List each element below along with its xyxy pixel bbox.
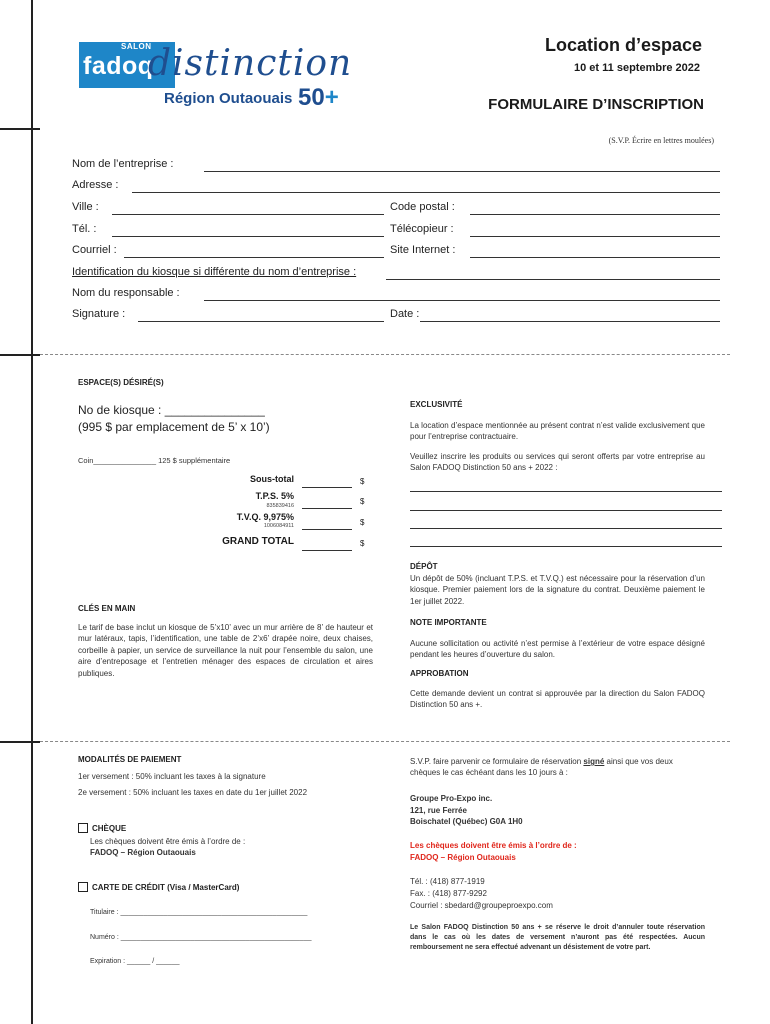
fax-label: Télécopieur : — [390, 223, 454, 235]
depot-title: DÉPÔT — [410, 562, 438, 571]
versement-1: 1er versement : 50% incluant les taxes à la signature — [78, 772, 266, 781]
website-field[interactable] — [470, 257, 720, 258]
kiosk-price: (995 $ par emplacement de 5’ x 10’) — [78, 420, 270, 434]
cles-text: Le tarif de base inclut un kiosque de 5’x10’ avec un mur arrière de 8’ de hauteur et mur latéraux, tapis, l’identification, une table de 2’x6’ drapée noire, deux chaises, corbeille à papier, un service de surveillance la nuit pour l’ensemble du salon, une aire d’entreposage et l’entretien ménager des espaces de circulation et aires publiques. — [78, 623, 373, 678]
holder-field[interactable]: Titulaire : ________________________________________________ — [90, 909, 308, 916]
city-field[interactable] — [112, 214, 384, 215]
address-field[interactable] — [132, 192, 720, 193]
date-field[interactable] — [420, 321, 720, 322]
company-label: Nom de l’entreprise : — [72, 158, 174, 170]
credit-card-checkbox[interactable] — [78, 882, 88, 892]
grand-total-label: GRAND TOTAL — [222, 536, 294, 547]
tvq-number: 1006084911 — [263, 523, 294, 529]
org-city: Boischatel (Québec) G0A 1H0 — [410, 817, 523, 826]
date-label: Date : — [390, 308, 420, 320]
subtotal-label: Sous-total — [250, 474, 294, 484]
address-label: Adresse : — [72, 179, 119, 191]
cheque-order-note: Les chèques doivent être émis à l’ordre de : — [410, 841, 577, 850]
card-number-field[interactable]: Numéro : _________________________________________________ — [90, 934, 312, 941]
tps-dollar: $ — [360, 497, 365, 506]
espace-title: ESPACE(S) DÉSIRÉ(S) — [78, 378, 164, 387]
logo-fifty-plus: 50+ — [298, 84, 339, 111]
org-email: Courriel : sbedard@groupeproexpo.com — [410, 901, 553, 910]
products-prompt: Veuillez inscrire les produits ou services qui seront offerts par votre entreprise au Salon FADOQ Distinction 50 ans + 2022 : — [410, 452, 705, 473]
phone-field[interactable] — [112, 236, 384, 237]
expiry-field[interactable]: Expiration : ______ / ______ — [90, 958, 180, 965]
note-importante-title: NOTE IMPORTANTE — [410, 618, 487, 627]
tvq-label: T.V.Q. 9,975% — [236, 512, 294, 522]
org-phone: Tél. : (418) 877-1919 — [410, 877, 485, 886]
signature-field[interactable] — [138, 321, 384, 322]
grand-total-dollar: $ — [360, 539, 365, 548]
cheque-label: CHÈQUE — [92, 824, 127, 833]
versement-2: 2e versement : 50% incluant les taxes en date du 1er juillet 2022 — [78, 788, 308, 797]
page-title: Location d’espace — [544, 35, 702, 55]
logo-distinction: distinction — [148, 43, 353, 84]
print-note: (S.V.P. Écrire en lettres moulées) — [608, 136, 714, 145]
form-title: FORMULAIRE D’INSCRIPTION — [488, 96, 704, 113]
logo-fadoq: fadoq — [83, 52, 154, 80]
manager-label: Nom du responsable : — [72, 287, 180, 299]
cancellation-disclaimer: Le Salon FADOQ Distinction 50 ans + se réserve le droit d’annuler toute réservation dans le cas où les dates de versement n’auront pas été respectées. Aucun remboursement ne sera effectué advenant un désistement de votre part. — [410, 924, 705, 951]
logo-salon: SALON — [121, 42, 152, 51]
company-field[interactable] — [204, 171, 720, 172]
signature-label: Signature : — [72, 308, 126, 320]
event-dates: 10 et 11 septembre 2022 — [574, 62, 700, 74]
email-field[interactable] — [124, 257, 384, 258]
cheque-order-payee: FADOQ – Région Outaouais — [410, 853, 516, 862]
tvq-dollar: $ — [360, 518, 365, 527]
section-tick — [0, 354, 40, 356]
products-line[interactable] — [410, 491, 722, 492]
tps-field[interactable] — [302, 508, 352, 509]
phone-label: Tél. : — [72, 223, 97, 235]
manager-field[interactable] — [204, 300, 720, 301]
exclusivite-title: EXCLUSIVITÉ — [410, 400, 463, 409]
kiosk-number[interactable]: No de kiosque : _______________ — [78, 403, 265, 417]
org-fax: Fax. : (418) 877-9292 — [410, 889, 487, 898]
tps-number: 835839416 — [266, 503, 294, 509]
send-instructions: S.V.P. faire parvenir ce formulaire de réservation signé ainsi que vos deux chèques le cas échéant dans les 10 jours à : — [410, 757, 673, 778]
coin-option[interactable]: Coin_______________ 125 $ supplémentaire — [78, 456, 231, 465]
postal-label: Code postal : — [390, 201, 455, 213]
products-line[interactable] — [410, 528, 722, 529]
cheque-text: Les chèques doivent être émis à l’ordre de : — [90, 837, 246, 846]
binding-line — [31, 0, 33, 1024]
paiement-title: MODALITÉS DE PAIEMENT — [78, 755, 182, 764]
approbation-text: Cette demande devient un contrat si approuvée par la direction du Salon FADOQ Distinction 50 ans +. — [410, 689, 705, 710]
subtotal-field[interactable] — [302, 487, 352, 488]
email-label: Courriel : — [72, 244, 117, 256]
products-line[interactable] — [410, 510, 722, 511]
city-label: Ville : — [72, 201, 99, 213]
tvq-field[interactable] — [302, 529, 352, 530]
logo-region: Région Outaouais — [164, 90, 293, 107]
cles-title: CLÉS EN MAIN — [78, 604, 136, 613]
credit-card-label: CARTE DE CRÉDIT (Visa / MasterCard) — [92, 883, 240, 892]
kiosk-id-label: Identification du kiosque si différente du nom d’entreprise : — [72, 266, 357, 278]
section-tick — [0, 741, 40, 743]
org-name: Groupe Pro-Expo inc. — [410, 794, 493, 803]
cheque-payee: FADOQ – Région Outaouais — [90, 848, 196, 857]
section-tick — [0, 128, 40, 130]
cheque-checkbox[interactable] — [78, 823, 88, 833]
tps-label: T.P.S. 5% — [255, 491, 294, 501]
kiosk-id-field[interactable] — [386, 279, 720, 280]
exclusivite-text: La location d’espace mentionnée au présent contrat n’est valide exclusivement que pour l’entreprise contractuaire. — [410, 421, 705, 442]
approbation-title: APPROBATION — [410, 669, 469, 678]
products-line[interactable] — [410, 546, 722, 547]
grand-total-field[interactable] — [302, 550, 352, 551]
note-importante-text: Aucune sollicitation ou activité n’est permise à l’extérieur de votre espace désigné pendant les heures d’ouverture du salon. — [410, 639, 705, 660]
subtotal-dollar: $ — [360, 477, 365, 486]
website-label: Site Internet : — [390, 244, 456, 256]
postal-field[interactable] — [470, 214, 720, 215]
section-divider — [40, 741, 730, 742]
section-divider — [40, 354, 730, 355]
fax-field[interactable] — [470, 236, 720, 237]
org-street: 121, rue Ferrée — [410, 806, 467, 815]
depot-text: Un dépôt de 50% (incluant T.P.S. et T.V.Q.) est nécessaire pour la réservation d’un kiosque. Premier paiement lors de la signature du contrat. Deuxième paiement le 1er juillet 2022. — [410, 574, 705, 606]
